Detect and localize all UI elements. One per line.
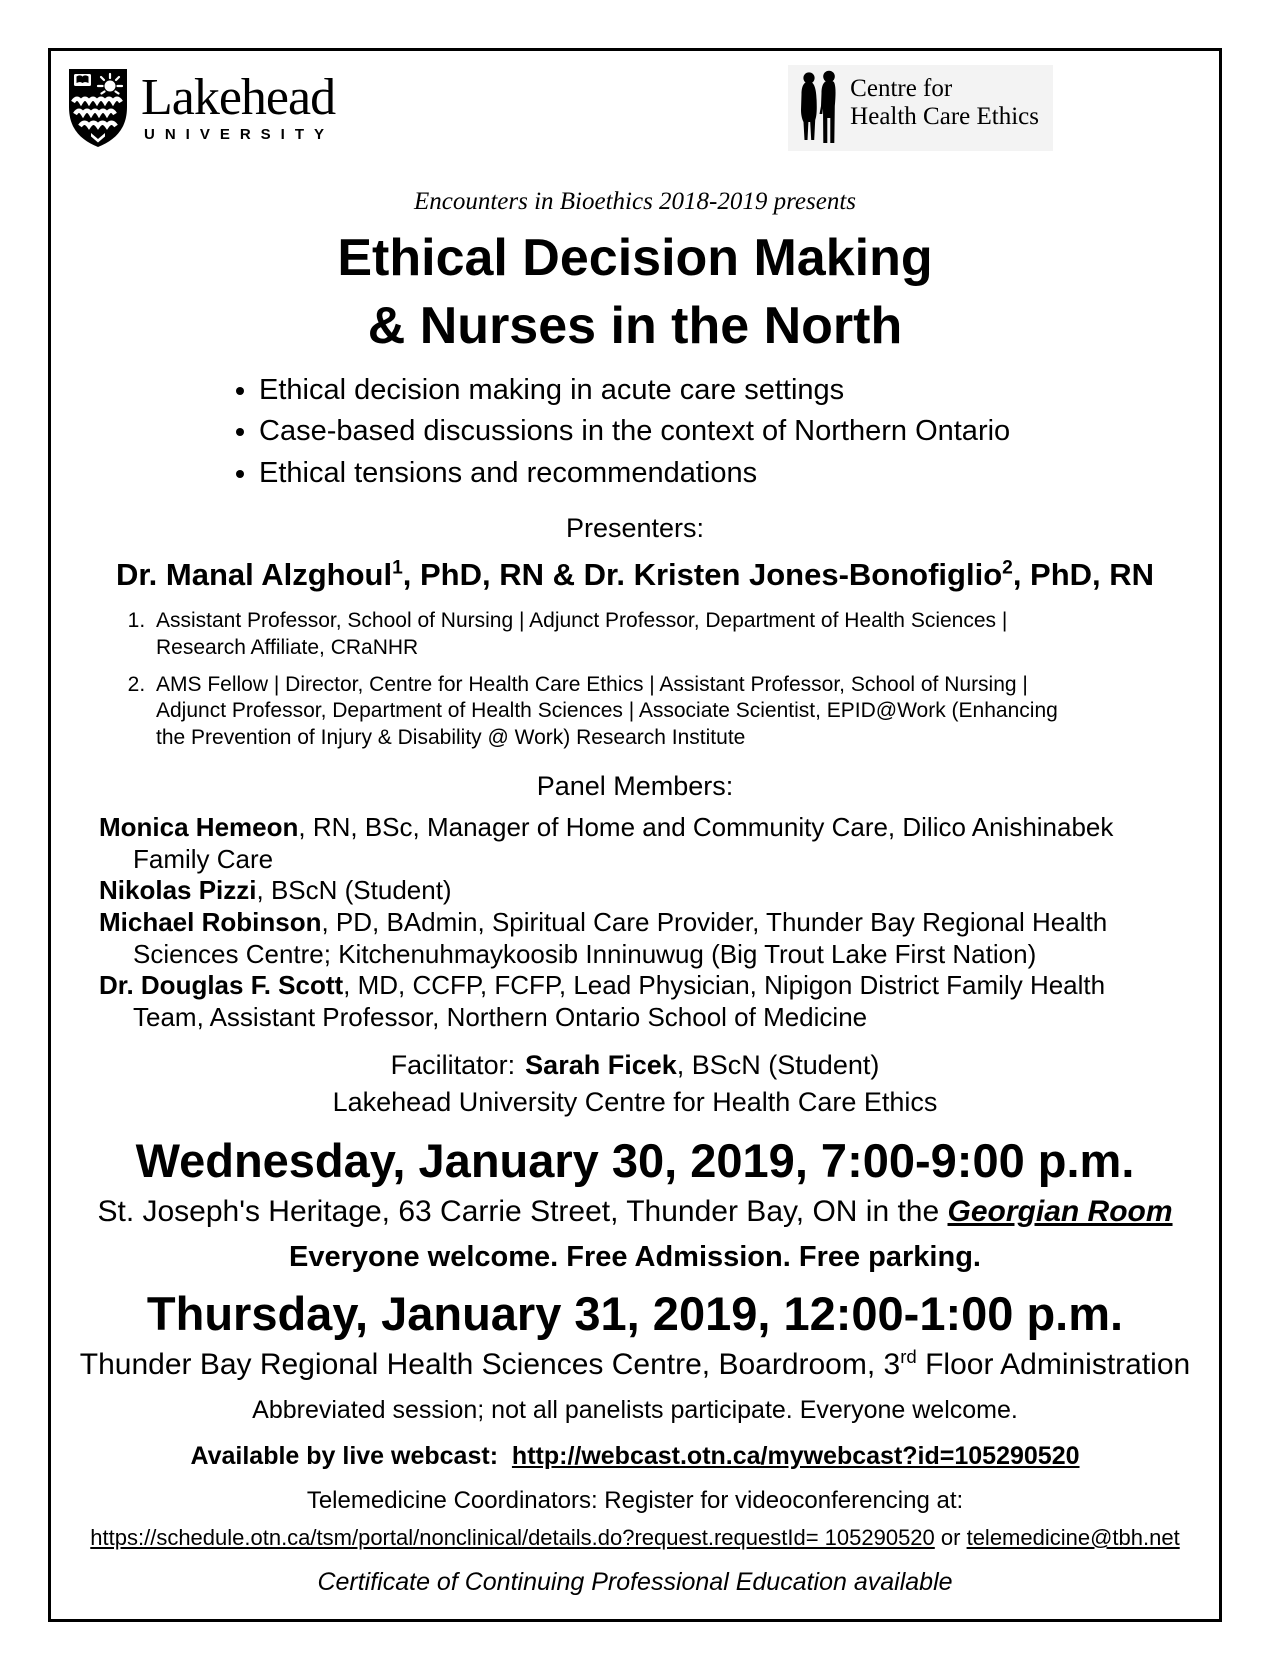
series-line: Encounters in Bioethics 2018-2019 presents [413, 188, 857, 215]
chce-logo-line2: Health Care Ethics [850, 103, 1039, 130]
page-title [67, 225, 1203, 360]
topic-bullet-list [217, 370, 1203, 494]
presenters-names [67, 555, 1203, 595]
panel-member-name: Nikolas Pizzi [99, 875, 257, 906]
event1-room-name: Georgian Room [947, 1195, 1173, 1229]
facilitator-organization: Lakehead University Centre for Health Care Ethics [332, 1087, 938, 1117]
chce-logo-text [850, 70, 1039, 131]
ordinal-suffix: rd [900, 1345, 917, 1367]
lakehead-shield-icon [67, 67, 129, 149]
panel-member [99, 812, 1119, 875]
event1-welcome-line: Everyone welcome. Free Admission. Free parking. [289, 1240, 981, 1273]
bullet-item: • Ethical tensions and recommendations [259, 453, 1203, 494]
webcast-url-link[interactable]: http://webcast.otn.ca/mywebcast?id=105290520 [511, 1441, 1080, 1470]
facilitator-label: Facilitator: [390, 1049, 516, 1080]
title-line1: Ethical Decision Making [337, 229, 933, 287]
facilitator-details: , BScN (Student) [676, 1049, 880, 1080]
presenters-heading: Presenters: [565, 512, 705, 543]
panel-heading: Panel Members: [536, 771, 734, 802]
header [67, 63, 1203, 159]
panel-member-details: , BScN (Student) [256, 875, 452, 906]
event1-datetime: Wednesday, January 30, 2019, 7:00-9:00 p.m. [135, 1134, 1135, 1188]
event1-location [67, 1193, 1203, 1231]
panel-member-name: Monica Hemeon [99, 811, 299, 842]
event2-datetime: Thursday, January 31, 2019, 12:00-1:00 p.m. [146, 1286, 1124, 1340]
telemedicine-intro: Telemedicine Coordinators: Register for videoconferencing at: [306, 1486, 964, 1514]
panel-member-list [99, 812, 1119, 1034]
footnote-item [151, 608, 1091, 662]
event2-location-suffix: Floor Administration [916, 1347, 1191, 1381]
footnote-ref-1: 1 [392, 558, 403, 580]
chce-logo-line1: Centre for [850, 75, 953, 102]
lakehead-wordmark: Lakehead [141, 68, 336, 126]
event2-note: Abbreviated session; not all panelists participate. Everyone welcome. [252, 1396, 1018, 1425]
footnote-text: AMS Fellow | Director, Centre for Health Care Ethics | Assistant Professor, School of Nursing | Adjunct Professor, Department of Health Sciences | Associate Scientist, EPID@Work (Enhancing the Prevention of Injury & Disability @ Work) Research Institute [156, 672, 1058, 750]
link-conjunction: or [934, 1524, 967, 1550]
webcast-label: Available by live webcast: [190, 1441, 499, 1470]
presenter-credentials: , PhD, RN [1012, 557, 1155, 593]
panel-member [99, 970, 1119, 1033]
panel-member-name: Dr. Douglas F. Scott [99, 970, 344, 1001]
chce-logo [788, 65, 1053, 151]
flyer-border-frame [48, 48, 1222, 1622]
two-figures-icon [796, 70, 842, 146]
event1-location-text: St. Joseph's Heritage, 63 Carrie Street, Thunder Bay, ON in the [97, 1195, 948, 1229]
footnote-item [151, 672, 1091, 753]
bullet-item: • Case-based discussions in the context of Northern Ontario [259, 411, 1203, 452]
presenter-footnotes [107, 608, 1091, 752]
panel-member-details: , PD, BAdmin, Spiritual Care Provider, Thunder Bay Regional Health Sciences Centre; Kitchenuhmaykoosib Inninuwug (Big Trout Lake First Nation) [133, 907, 1108, 969]
panel-member-details: , MD, CCFP, FCFP, Lead Physician, Nipigon District Family Health Team, Assistant Professor, Northern Ontario School of Medicine [133, 970, 1106, 1033]
event2-location [67, 1346, 1203, 1384]
telemedicine-links-line [67, 1524, 1203, 1552]
panel-member [99, 907, 1119, 970]
title-line2: & Nurses in the North [367, 296, 903, 355]
lakehead-logo-text [141, 68, 336, 144]
event2-location-text: Thunder Bay Regional Health Sciences Centre, Boardroom, 3 [79, 1347, 901, 1381]
webcast-line [67, 1441, 1203, 1472]
presenter-1-name: Dr. Manal Alzghoul [115, 557, 393, 593]
bullet-item: • Ethical decision making in acute care settings [259, 370, 1203, 411]
presenter-2-name: , PhD, RN & Dr. Kristen Jones-Bonofiglio [402, 557, 1003, 593]
lakehead-university-logo [67, 67, 335, 149]
lakehead-university-label: UNIVERSITY [144, 126, 335, 144]
footnote-ref-2: 2 [1002, 558, 1013, 580]
telemedicine-registration-link[interactable]: https://schedule.otn.ca/tsm/portal/nonclinical/details.do?request.requestId= 105290520 [90, 1524, 935, 1550]
panel-member [99, 875, 1119, 907]
facilitator-name: Sarah Ficek [525, 1049, 677, 1080]
panel-member-name: Michael Robinson [99, 907, 322, 938]
footnote-text: Assistant Professor, School of Nursing | Adjunct Professor, Department of Health Sciences | Research Affiliate, CRaNHR [156, 608, 1008, 659]
telemedicine-email-link[interactable]: telemedicine@tbh.net [966, 1524, 1180, 1550]
panel-member-details: , RN, BSc, Manager of Home and Community Care, Dilico Anishinabek Family Care [133, 811, 1114, 874]
certificate-line: Certificate of Continuing Professional Education available [317, 1568, 953, 1597]
facilitator-line [67, 1048, 1203, 1083]
